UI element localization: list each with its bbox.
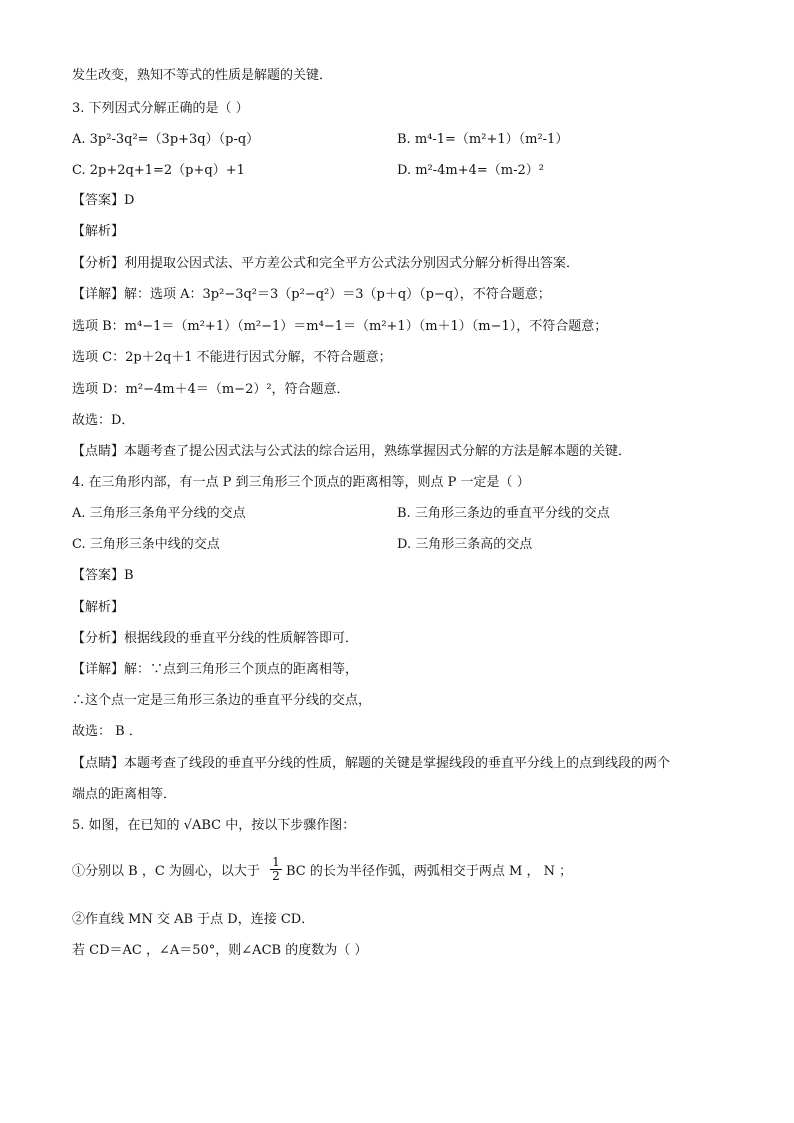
- q4-comment-2: 端点的距离相等．: [72, 787, 177, 802]
- q4-option-b: B. 三角形三条边的垂直平分线的交点: [397, 506, 610, 521]
- q4-comment-1: 【点睛】本题考查了线段的垂直平分线的性质，解题的关键是掌握线段的垂直平分线上的点到线段的两个: [72, 756, 671, 771]
- q4-analysis: 【分析】根据线段的垂直平分线的性质解答即可．: [72, 631, 359, 646]
- q4-detail-1: 【详解】解：∵点到三角形三个顶点的距离相等，: [72, 662, 359, 677]
- q3-detail-b: 选项 B：m⁴−1＝（m²+1）（m²−1）＝m⁴−1＝（m²+1）（m＋1）（m−1），不符合题意；: [72, 319, 608, 334]
- q5-step-1-fraction: [270, 856, 282, 883]
- q3-comment: 【点睛】本题考查了提公因式法与公式法的综合运用，熟练掌握因式分解的方法是解本题的关键．: [72, 444, 632, 459]
- q5-stem: 5. 如图，在已知的 √ABC 中，按以下步骤作图：: [72, 818, 356, 833]
- q4-option-d: D. 三角形三条高的交点: [397, 537, 533, 552]
- q3-option-d: D. m²-4m+4=（m-2）²: [397, 163, 545, 178]
- fraction-denominator: 2: [272, 869, 280, 883]
- q3-choice: 故选：D．: [72, 413, 135, 428]
- q3-analysis: 【分析】利用提取公因式法、平方差公式和完全平方公式法分别因式分解分析得出答案．: [72, 256, 580, 271]
- q4-answer: 【答案】B: [72, 568, 134, 583]
- q3-detail-a: 【详解】解：选项 A：3p²−3q²＝3（p²−q²）＝3（p＋q）（p−q），不符合题意；: [72, 287, 551, 302]
- q5-step-1: ①分别以 B ，C 为圆心，以大于: [72, 864, 260, 879]
- q4-detail-2: ∴这个点一定是三角形三条边的垂直平分线的交点，: [72, 693, 372, 708]
- q3-stem: 3. 下列因式分解正确的是（ ）: [72, 101, 249, 116]
- q3-option-a: A. 3p²-3q²=（3p+3q）（p-q）: [72, 132, 260, 147]
- q4-stem: 4. 在三角形内部，有一点 P 到三角形三个顶点的距离相等，则点 P 一定是（ ）: [72, 475, 530, 490]
- q5-question: 若 CD＝AC ，∠A＝50°，则∠ACB 的度数为（ ）: [72, 943, 368, 958]
- q5-step-1-rest: BC 的长为半径作弧，两弧相交于两点 M ， N ；: [286, 864, 573, 879]
- q3-detail-c: 选项 C：2p＋2q＋1 不能进行因式分解，不符合题意；: [72, 350, 392, 365]
- q3-detail-d: 选项 D：m²−4m＋4＝（m−2）²，符合题意．: [72, 382, 350, 397]
- fraction-numerator: 1: [270, 856, 282, 870]
- q5-step-2: ②作直线 MN 交 AB 于点 D，连接 CD．: [72, 912, 315, 927]
- line-context: 发生改变，熟知不等式的性质是解题的关键．: [72, 68, 333, 83]
- q3-option-b: B. m⁴-1=（m²+1）（m²-1）: [397, 132, 569, 147]
- q3-answer: 【答案】D: [72, 193, 135, 208]
- q4-option-c: C. 三角形三条中线的交点: [72, 537, 220, 552]
- q3-analysis-heading: 【解析】: [72, 224, 125, 239]
- q3-option-c: C. 2p+2q+1=2（p+q）+1: [72, 163, 245, 178]
- q4-choice: 故选： B ．: [72, 724, 142, 739]
- q4-analysis-heading: 【解析】: [72, 600, 125, 615]
- q4-option-a: A. 三角形三条角平分线的交点: [72, 506, 246, 521]
